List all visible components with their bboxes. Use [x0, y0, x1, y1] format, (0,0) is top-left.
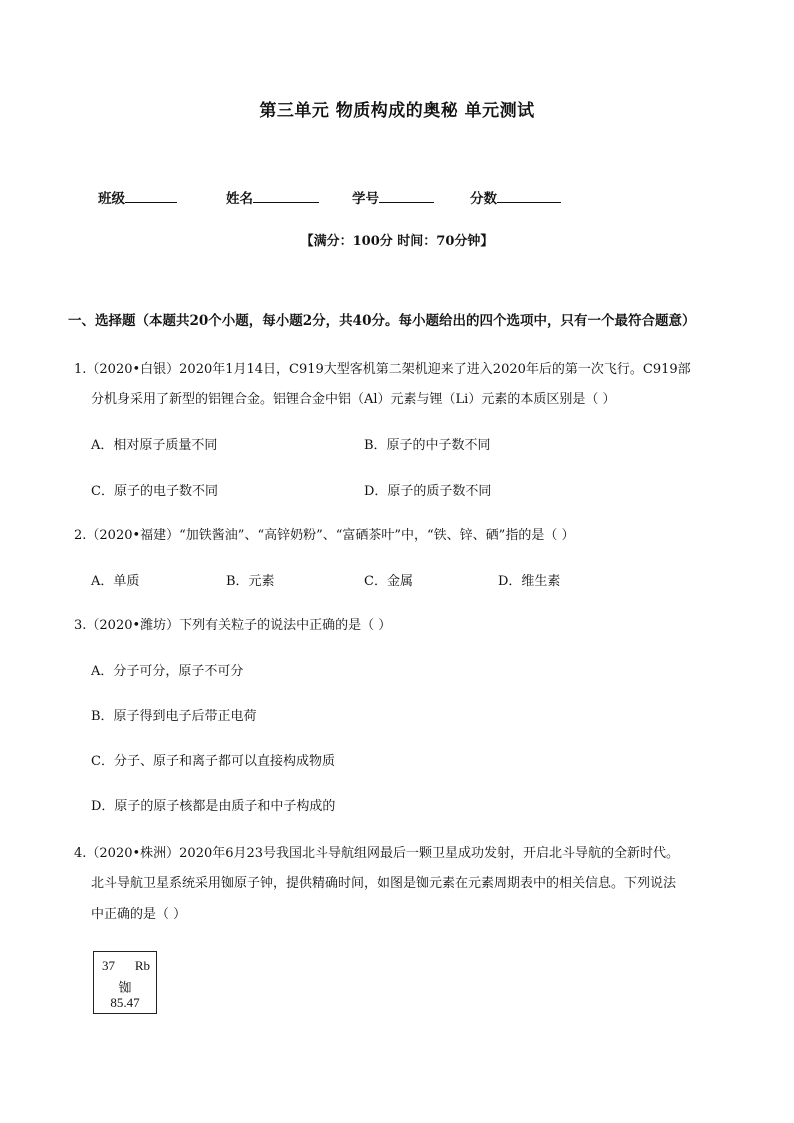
- class-label: 班级: [98, 191, 125, 207]
- question-1-option-d[interactable]: D．原子的质子数不同: [364, 484, 492, 499]
- score-field[interactable]: [470, 187, 561, 207]
- score-time-line: 【满分：100分 时间：70分钟】: [300, 234, 494, 249]
- name-blank: [253, 190, 319, 203]
- question-3-option-c[interactable]: C．分子、原子和离子都可以直接构成物质: [91, 754, 335, 769]
- question-4-line-2: 北斗导航卫星系统采用铷原子钟，提供精确时间，如图是铷元素在元素周期表中的相关信息。下列说法: [91, 876, 677, 891]
- question-3-option-d[interactable]: D．原子的原子核都是由质子和中子构成的: [91, 799, 336, 814]
- score-label: 分数: [470, 191, 497, 207]
- question-1-line-2: 分机身采用了新型的铝锂合金。铝锂合金中铝（Al）元素与锂（Li）元素的本质区别是（ ）: [91, 392, 616, 407]
- question-1-option-a[interactable]: A．相对原子质量不同: [91, 438, 218, 453]
- element-symbol: Rb: [134, 958, 150, 973]
- question-3-option-b[interactable]: B．原子得到电子后带正电荷: [91, 709, 257, 724]
- rubidium-element-card: [93, 951, 157, 1014]
- score-blank: [497, 190, 561, 203]
- question-1-line-1: 1.（2020•白银）2020年1月14日，C919大型客机第二架机迎来了进入2020年后的第一次飞行。C919部: [74, 362, 691, 377]
- page-title: 第三单元 物质构成的奥秘 单元测试: [259, 101, 535, 121]
- question-4-line-1: 4.（2020•株洲）2020年6月23号我国北斗导航组网最后一颗卫星成功发射，开启北斗导航的全新时代。: [74, 846, 680, 861]
- question-2-option-a[interactable]: A．单质: [91, 574, 140, 589]
- question-1-option-c[interactable]: C．原子的电子数不同: [91, 484, 218, 499]
- question-3-line-1: 3.（2020•潍坊）下列有关粒子的说法中正确的是（ ）: [74, 618, 392, 633]
- question-1-option-b[interactable]: B．原子的中子数不同: [364, 438, 491, 453]
- number-blank: [379, 190, 434, 203]
- question-3-option-a[interactable]: A．分子可分，原子不可分: [91, 664, 244, 679]
- element-name: 铷: [118, 980, 132, 995]
- question-2-option-d[interactable]: D．维生素: [498, 574, 561, 589]
- question-2-option-b[interactable]: B．元素: [226, 574, 275, 589]
- atomic-mass: 85.47: [110, 995, 140, 1010]
- class-blank: [125, 190, 177, 203]
- name-field[interactable]: [226, 187, 319, 207]
- question-2-line-1: 2.（2020•福建）“加铁酱油”、“高锌奶粉”、“富硒茶叶”中，“铁、锌、硒”指的是（ ）: [74, 528, 575, 543]
- class-field[interactable]: [98, 187, 177, 207]
- number-label: 学号: [352, 191, 379, 207]
- question-2-option-c[interactable]: C．金属: [364, 574, 413, 589]
- atomic-number: 37: [102, 958, 115, 973]
- section-heading: 一、选择题（本题共20个小题，每小题2分，共40分。每小题给出的四个选项中，只有一个最符合题意）: [68, 313, 696, 329]
- question-4-line-3: 中正确的是（ ）: [91, 907, 187, 922]
- number-field[interactable]: [352, 187, 434, 207]
- name-label: 姓名: [226, 191, 253, 207]
